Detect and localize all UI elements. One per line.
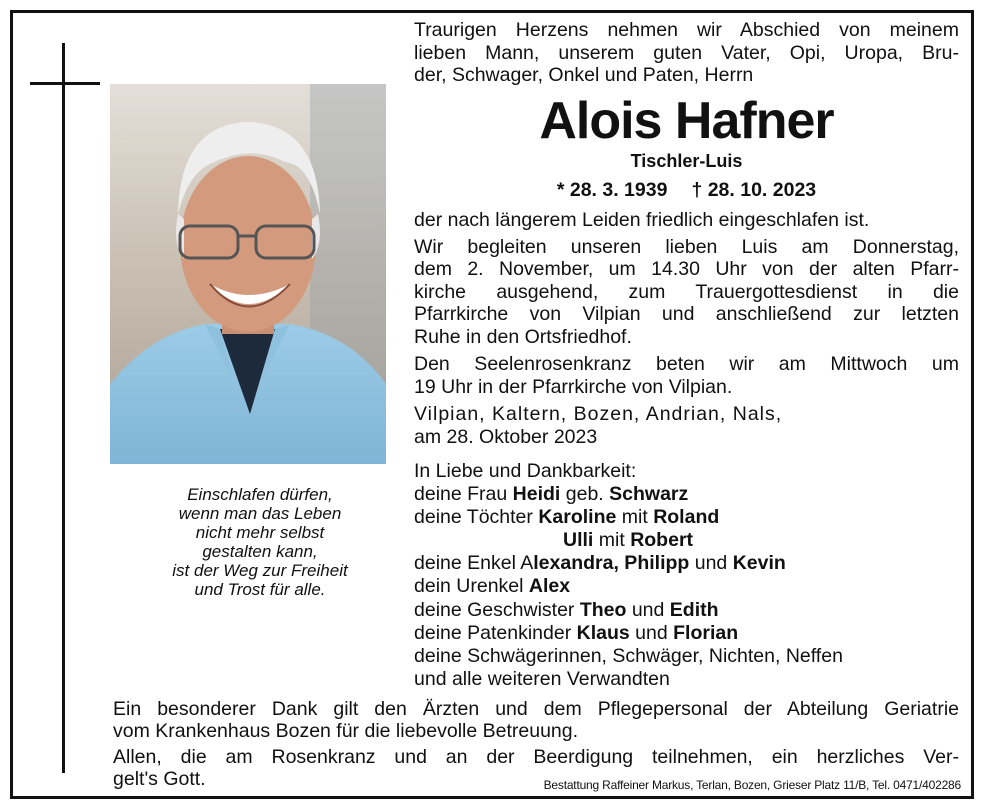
body-line: Pfarrkirche von Vilpian und anschließend zur letzten [414, 303, 959, 325]
family-daughters-2: Ulli mit Robert [563, 529, 694, 552]
family-heading: In Liebe und Dankbarkeit: [414, 460, 637, 482]
family-siblings: deine Geschwister Theo und Edith [414, 598, 719, 621]
family-great-grandchild: dein Urenkel Alex [414, 575, 571, 598]
body-line: dem 2. November, um 14.30 Uhr von der alten Pfarr- [414, 258, 959, 280]
intro-text [414, 19, 959, 87]
deceased-name: Alois Hafner [539, 92, 834, 150]
family-wife: deine Frau Heidi geb. Schwarz [414, 483, 689, 506]
thanks-line: Ein besonderer Dank gilt den Ärzten und dem Pflegepersonal der Abteilung Geriatrie [113, 698, 959, 720]
cross-icon-vertical [62, 43, 65, 773]
family-grandchildren: deine Enkel Alexandra, Philipp und Kevin [414, 552, 786, 575]
place-line: am 28. Oktober 2023 [414, 425, 598, 448]
closing-line: Allen, die am Rosenkranz und an der Beerdigung teilnehmen, ein herzliches Ver- [113, 746, 959, 768]
intro-line: lieben Mann, unserem guten Vater, Opi, Uropa, Bru- [414, 41, 959, 64]
intro-line: Traurigen Herzens nehmen wir Abschied von meinem [414, 19, 959, 41]
quote-line: gestalten kann, [202, 542, 318, 561]
birth-date: * 28. 3. 1939 [556, 179, 668, 201]
closing-line: gelt's Gott. [113, 768, 206, 790]
body-line: 19 Uhr in der Pfarrkirche von Vilpian. [414, 375, 733, 398]
thanks-line: vom Krankenhaus Bozen für die liebevolle Betreuung. [113, 720, 579, 742]
intro-line: der, Schwager, Onkel und Paten, Herrn [414, 64, 754, 86]
obituary-notice [10, 10, 974, 799]
body-line: kirche ausgehend, zum Trauergottesdienst in die [414, 280, 959, 303]
quote-line: wenn man das Leben [178, 504, 342, 523]
family-godchildren: deine Patenkinder Klaus und Florian [414, 621, 739, 644]
family-daughters: deine Töchter Karoline mit Roland [414, 506, 720, 529]
death-date: † 28. 10. 2023 [691, 179, 817, 201]
quote-line: und Trost für alle. [194, 580, 326, 599]
quote [110, 485, 410, 599]
body-line: Wir begleiten unseren lieben Luis am Donnerstag, [414, 235, 959, 258]
family-relatives: und alle weiteren Verwandten [414, 667, 670, 690]
life-dates [414, 178, 959, 202]
place-line: Vilpian, Kaltern, Bozen, Andrian, Nals, [414, 403, 783, 425]
family-in-laws: deine Schwägerinnen, Schwäger, Nichten, Neffen [414, 644, 843, 667]
nickname: Tischler-Luis [630, 151, 743, 171]
quote-line: ist der Weg zur Freiheit [172, 561, 348, 580]
cross-icon-horizontal [30, 82, 100, 85]
body-line: Ruhe in den Ortsfriedhof. [414, 325, 632, 348]
quote-line: nicht mehr selbst [195, 523, 325, 542]
body-line: Den Seelenrosenkranz beten wir am Mittwoch um [414, 353, 959, 375]
funeral-home-credit: Bestattung Raffeiner Markus, Terlan, Bozen, Grieser Platz 11/B, Tel. 0471/402286 [543, 778, 961, 792]
body-line: der nach längerem Leiden friedlich eingeschlafen ist. [414, 209, 870, 231]
quote-line: Einschlafen dürfen, [187, 485, 333, 504]
body-text [414, 209, 959, 448]
family-list [414, 460, 959, 691]
thanks-text [113, 698, 959, 790]
portrait-photo [110, 84, 386, 464]
